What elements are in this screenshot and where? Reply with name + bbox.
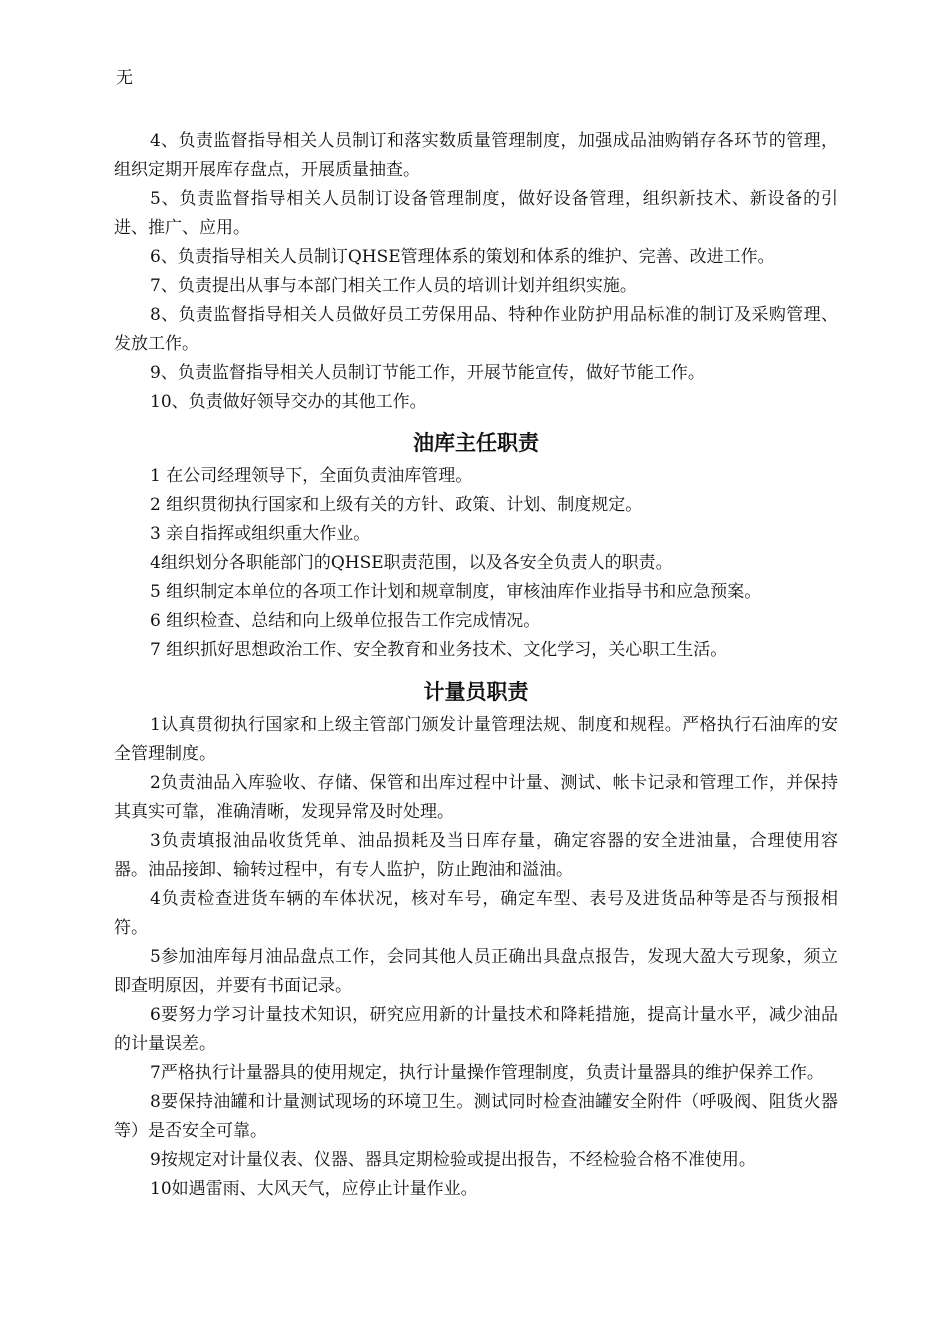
list-item: 2负责油品入库验收、存储、保管和出库过程中计量、测试、帐卡记录和管理工作，并保持其真实可靠，准确清晰，发现异常及时处理。 bbox=[114, 773, 838, 822]
list-item: 4负责检查进货车辆的车体状况，核对车号，确定车型、表号及进货品种等是否与预报相符。 bbox=[114, 889, 838, 938]
list-item: 9按规定对计量仪表、仪器、器具定期检验或提出报告，不经检验合格不准使用。 bbox=[150, 1150, 756, 1170]
list-item: 8、负责监督指导相关人员做好员工劳保用品、特种作业防护用品标准的制订及采购管理、发放工作。 bbox=[114, 305, 838, 354]
list-item: 9、负责监督指导相关人员制订节能工作，开展节能宣传，做好节能工作。 bbox=[150, 363, 705, 383]
list-item: 4组织划分各职能部门的QHSE职责范围，以及各安全负责人的职责。 bbox=[150, 553, 673, 573]
list-item: 1 在公司经理领导下，全面负责油库管理。 bbox=[150, 466, 473, 486]
section-title: 计量员职责 bbox=[423, 680, 529, 704]
list-item: 6要努力学习计量技术知识，研究应用新的计量技术和降耗措施，提高计量水平，减少油品的计量误差。 bbox=[114, 1005, 838, 1054]
list-item: 5、负责监督指导相关人员制订设备管理制度，做好设备管理，组织新技术、新设备的引进、推广、应用。 bbox=[114, 189, 838, 238]
list-item: 6、负责指导相关人员制订QHSE管理体系的策划和体系的维护、完善、改进工作。 bbox=[150, 247, 775, 267]
list-item: 5参加油库每月油品盘点工作，会同其他人员正确出具盘点报告，发现大盈大亏现象，须立即查明原因，并要有书面记录。 bbox=[114, 947, 838, 996]
list-item: 4、负责监督指导相关人员制订和落实数质量管理制度，加强成品油购销存各环节的管理，组织定期开展库存盘点，开展质量抽查。 bbox=[114, 131, 838, 180]
section-metering-officer bbox=[114, 677, 838, 1204]
list-item: 7、负责提出从事与本部门相关工作人员的培训计划并组织实施。 bbox=[150, 276, 637, 296]
list-item: 7严格执行计量器具的使用规定，执行计量操作管理制度，负责计量器具的维护保养工作。 bbox=[150, 1063, 824, 1083]
section-depot-director bbox=[114, 428, 838, 665]
header-mark: 无 bbox=[116, 68, 133, 88]
list-item: 7 组织抓好思想政治工作、安全教育和业务技术、文化学习，关心职工生活。 bbox=[150, 640, 728, 660]
list-item: 10如遇雷雨、大风天气，应停止计量作业。 bbox=[150, 1179, 478, 1199]
list-item: 2 组织贯彻执行国家和上级有关的方针、政策、计划、制度规定。 bbox=[150, 495, 643, 515]
list-item: 1认真贯彻执行国家和上级主管部门颁发计量管理法规、制度和规程。严格执行石油库的安全管理制度。 bbox=[114, 715, 838, 764]
section-title: 油库主任职责 bbox=[413, 431, 539, 455]
list-item: 3 亲自指挥或组织重大作业。 bbox=[150, 524, 371, 544]
list-item: 5 组织制定本单位的各项工作计划和规章制度，审核油库作业指导书和应急预案。 bbox=[150, 582, 762, 602]
list-item: 10、负责做好领导交办的其他工作。 bbox=[150, 392, 427, 412]
section-duties-continued bbox=[114, 127, 838, 417]
list-item: 6 组织检查、总结和向上级单位报告工作完成情况。 bbox=[150, 611, 541, 631]
list-item: 8要保持油罐和计量测试现场的环境卫生。测试同时检查油罐安全附件（呼吸阀、阻货火器等）是否安全可靠。 bbox=[114, 1092, 838, 1141]
list-item: 3负责填报油品收货凭单、油品损耗及当日库存量，确定容器的安全进油量，合理使用容器。油品接卸、输转过程中，有专人监护，防止跑油和溢油。 bbox=[114, 831, 838, 880]
